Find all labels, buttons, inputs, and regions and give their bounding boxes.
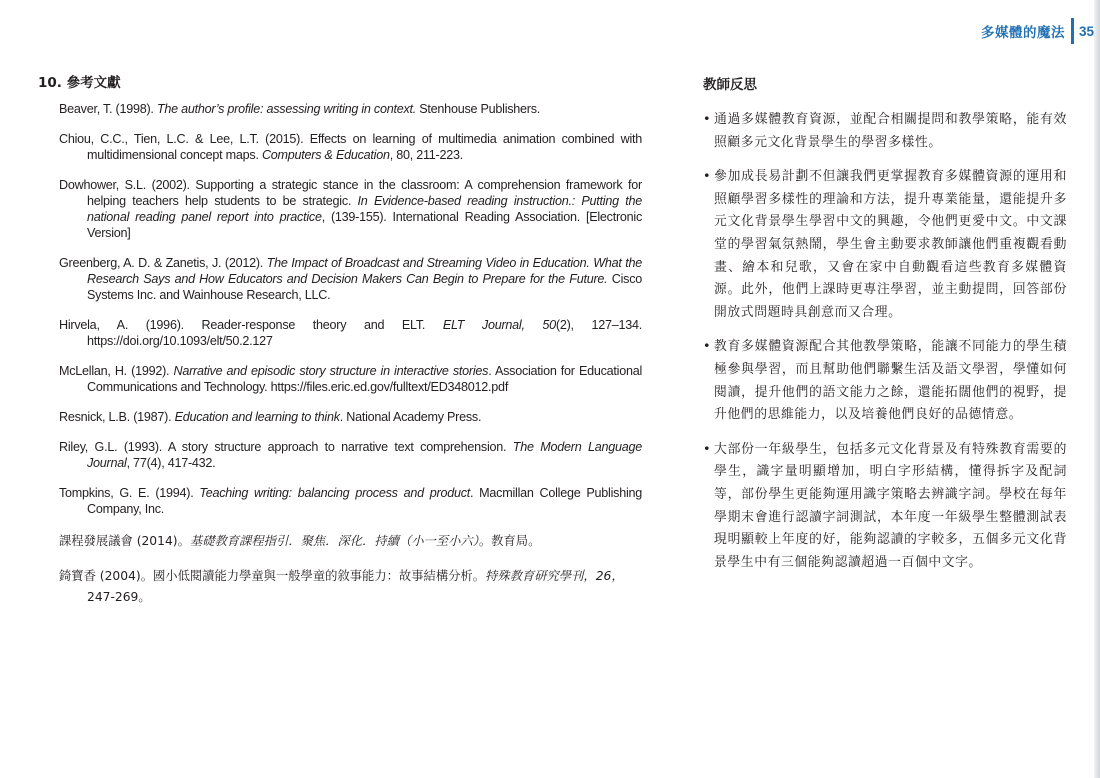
- bullet-icon: •: [703, 112, 712, 127]
- page-edge: [1094, 0, 1100, 778]
- reflection-heading: 教師反思: [703, 77, 757, 93]
- reflection-item: • 參加成長易計劃不但讓我們更掌握教育多媒體資源的運用和照顧學習多樣性的理論和方法，提升專業能量，還能提升多元文化背景學生學習中文的興趣，令他們更愛中文。中文課堂的學習氣氛熱鬧，學生會主動要求教師讓他們重複觀看動畫、繪本和兒歌，又會在家中自動觀看這些教育多媒體資源。此外，他們上課時更專注學習，並主動提問，回答部份開放式問題時具創意而又合理。: [703, 166, 1067, 324]
- reflection-item: • 教育多媒體資源配合其他教學策略，能讓不同能力的學生積極參與學習，而且幫助他們聯繫生活及語文學習，學懂如何閱讀，提升他們的語文能力之餘，還能拓闊他們的視野，提升他們的思維能力，以及培養他們良好的品德情意。: [703, 336, 1067, 426]
- reference-item-chinese: 課程發展議會 (2014)。基礎教育課程指引．聚焦．深化．持續（小一至小六）。教育局。: [59, 534, 541, 548]
- page-number: 35: [1078, 23, 1094, 39]
- reflection-list: [703, 109, 1067, 574]
- header-divider: [1071, 18, 1074, 44]
- reference-list: [59, 101, 642, 608]
- reflection-item: • 通過多媒體教育資源，並配合相關提問和教學策略，能有效照顧多元文化背景學生的學習多樣性。: [703, 109, 1067, 154]
- bullet-icon: •: [703, 339, 712, 355]
- bullet-icon: •: [703, 169, 712, 185]
- reference-item: Tompkins, G. E. (1994). Teaching writing: balancing process and product. Macmillan College Publishing Company, Inc.: [59, 486, 642, 516]
- reference-item: Chiou, C.C., Tien, L.C. & Lee, L.T. (2015). Effects on learning of multimedia animation combined with multidimensional concept maps. Computers & Education, 80, 211-223.: [59, 132, 642, 162]
- reference-item: Hirvela, A. (1996). Reader-response theory and ELT. ELT Journal, 50(2), 127–134. https://doi.org/10.1093/elt/50.2.127: [59, 318, 642, 348]
- reflection-item: • 大部份一年級學生，包括多元文化背景及有特殊教育需要的學生，識字量明顯增加，明白字形結構，懂得拆字及配詞等，部份學生更能夠運用識字策略去辨識字詞。學校在每年學期末會進行認讀字詞測試，本年度一年級學生整體測試表現明顯較上年度的好，能夠認讀的字較多，五個多元文化背景學生中有三個能夠認讀超過一百個中文字。: [703, 439, 1067, 575]
- running-title: 多媒體的魔法: [980, 25, 1065, 41]
- reference-item: Resnick, L.B. (1987). Education and learning to think. National Academy Press.: [59, 410, 482, 424]
- reference-item: Dowhower, S.L. (2002). Supporting a strategic stance in the classroom: A comprehension framework for helping teachers help students to be strategic. In Evidence-based reading instruction.: Putting the national reading panel report into practice, (139-155). International Reading Association. [Electronic Version]: [59, 178, 642, 240]
- reference-item: Greenberg, A. D. & Zanetis, J. (2012). The Impact of Broadcast and Streaming Video in Education. What the Research Says and How Educators and Decision Makers Can Begin to Prepare for the Future. Cisco Systems Inc. and Wainhouse Research, LLC.: [59, 256, 642, 302]
- references-section: [38, 71, 642, 622]
- references-heading: 10. 參考文獻: [38, 75, 121, 91]
- reference-item: Beaver, T. (1998). The author’s profile: assessing writing in context. Stenhouse Publishers.: [59, 102, 541, 116]
- page-header: [981, 18, 1100, 44]
- bullet-icon: •: [703, 441, 712, 457]
- teacher-reflection-section: [703, 73, 1067, 586]
- reference-item: McLellan, H. (1992). Narrative and episodic story structure in interactive stories. Association for Educational Communications and Technology. https://files.eric.ed.gov/fulltext/ED348012.pdf: [59, 364, 643, 394]
- reference-item: Riley, G.L. (1993). A story structure approach to narrative text comprehension. The Modern Language Journal, 77(4), 417-432.: [59, 440, 642, 470]
- reference-item-chinese: 錡寶香 (2004)。國小低閱讀能力學童與一般學童的敘事能力：故事結構分析。特殊教育研究學刊，26，247-269。: [59, 569, 624, 604]
